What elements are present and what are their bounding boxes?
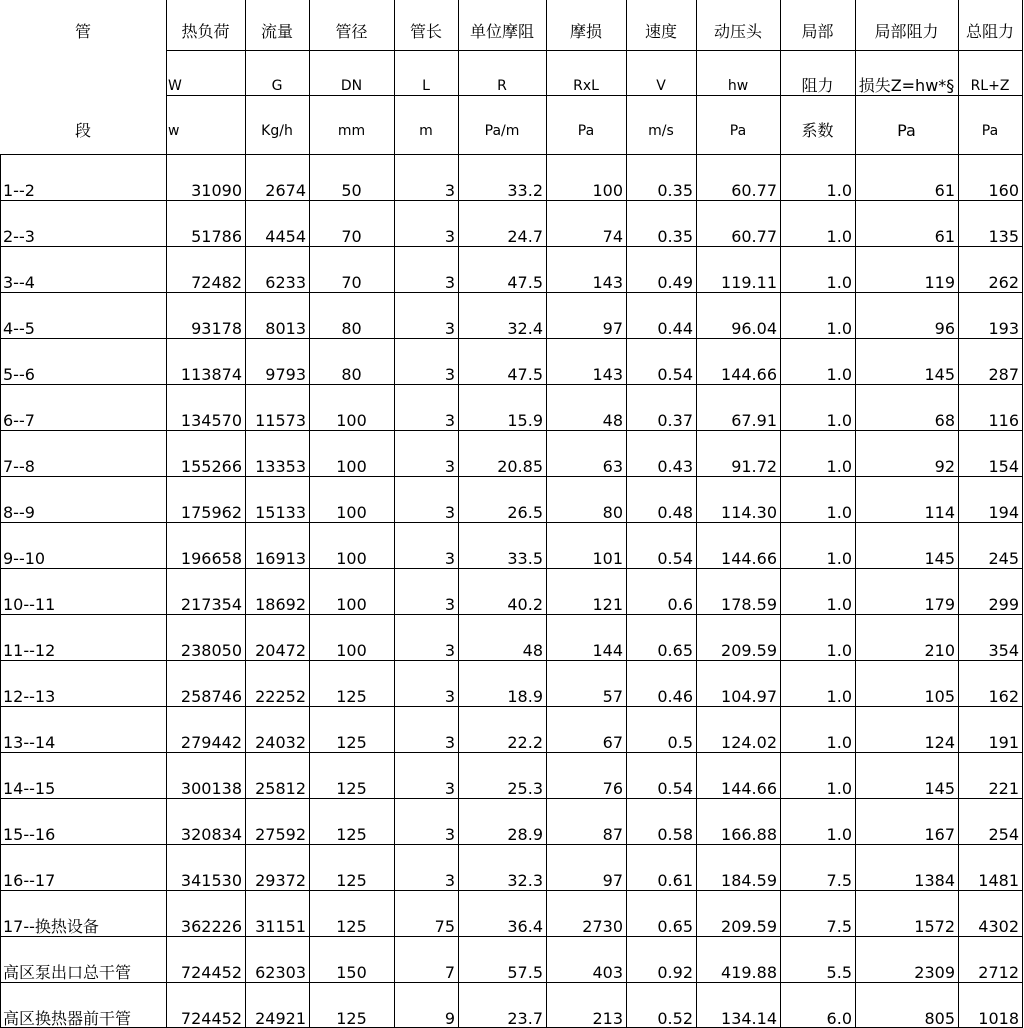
header-local-coef-r1: 局部 bbox=[801, 21, 834, 41]
cell-flow: 18692 bbox=[255, 595, 306, 614]
header-total-resistance-r3: Pa bbox=[981, 123, 999, 139]
cell-friction-loss: 143 bbox=[592, 273, 623, 292]
cell-dynamic-head: 144.66 bbox=[721, 365, 777, 384]
cell-velocity: 0.54 bbox=[657, 365, 693, 384]
cell-segment: 4--5 bbox=[3, 319, 35, 338]
cell-velocity: 0.6 bbox=[667, 595, 693, 614]
header-velocity-r2: V bbox=[656, 77, 666, 94]
cell-local-coef: 5.5 bbox=[826, 963, 852, 982]
cell-local-coef: 1.0 bbox=[826, 273, 852, 292]
cell-local-coef: 1.0 bbox=[826, 181, 852, 200]
cell-velocity: 0.35 bbox=[657, 227, 693, 246]
cell-segment: 高区换热器前干管 bbox=[3, 1009, 132, 1028]
cell-local-coef: 1.0 bbox=[826, 641, 852, 660]
cell-diameter: 100 bbox=[336, 503, 367, 522]
cell-heat-load: 31090 bbox=[191, 181, 242, 200]
grid-line bbox=[458, 0, 459, 1028]
cell-length: 3 bbox=[444, 641, 455, 660]
cell-length: 3 bbox=[444, 825, 455, 844]
cell-total-resistance: 354 bbox=[988, 641, 1019, 660]
cell-heat-load: 72482 bbox=[191, 273, 242, 292]
cell-unit-friction: 20.85 bbox=[497, 457, 543, 476]
cell-local-coef: 1.0 bbox=[826, 595, 852, 614]
header-heat-load-r1: 热负荷 bbox=[181, 21, 230, 41]
cell-flow: 29372 bbox=[255, 871, 306, 890]
cell-heat-load: 113874 bbox=[180, 365, 242, 384]
header-total-resistance-r1: 总阻力 bbox=[965, 21, 1014, 41]
cell-segment: 9--10 bbox=[3, 549, 46, 568]
cell-total-resistance: 116 bbox=[988, 411, 1019, 430]
cell-velocity: 0.65 bbox=[657, 641, 693, 660]
header-velocity-r3: m/s bbox=[648, 123, 674, 139]
cell-dynamic-head: 166.88 bbox=[721, 825, 777, 844]
cell-unit-friction: 24.7 bbox=[507, 227, 543, 246]
grid-line bbox=[166, 95, 1022, 96]
cell-total-resistance: 154 bbox=[988, 457, 1019, 476]
cell-diameter: 70 bbox=[341, 227, 362, 246]
cell-total-resistance: 262 bbox=[988, 273, 1019, 292]
cell-segment: 15--16 bbox=[3, 825, 56, 844]
cell-diameter: 50 bbox=[341, 181, 362, 200]
cell-length: 3 bbox=[444, 503, 455, 522]
cell-unit-friction: 48 bbox=[522, 641, 543, 660]
cell-local-coef: 1.0 bbox=[826, 319, 852, 338]
grid-line bbox=[0, 522, 1023, 523]
cell-velocity: 0.58 bbox=[657, 825, 693, 844]
cell-total-resistance: 221 bbox=[988, 779, 1019, 798]
cell-local-loss: 145 bbox=[924, 779, 955, 798]
header-total-resistance-r2: RL+Z bbox=[970, 77, 1010, 94]
grid-line bbox=[1022, 0, 1023, 1028]
cell-friction-loss: 121 bbox=[592, 595, 623, 614]
cell-local-coef: 1.0 bbox=[826, 411, 852, 430]
grid-line bbox=[0, 384, 1023, 385]
cell-flow: 11573 bbox=[255, 411, 306, 430]
cell-local-loss: 210 bbox=[924, 641, 955, 660]
cell-heat-load: 175962 bbox=[180, 503, 242, 522]
cell-diameter: 100 bbox=[336, 549, 367, 568]
cell-local-loss: 105 bbox=[924, 687, 955, 706]
grid-line bbox=[0, 844, 1023, 845]
cell-local-loss: 61 bbox=[934, 227, 955, 246]
cell-diameter: 100 bbox=[336, 411, 367, 430]
cell-local-loss: 1572 bbox=[914, 917, 955, 936]
cell-length: 3 bbox=[444, 549, 455, 568]
cell-local-coef: 1.0 bbox=[826, 365, 852, 384]
header-friction-loss-r3: Pa bbox=[577, 123, 595, 139]
grid-line bbox=[0, 246, 1023, 247]
cell-segment: 3--4 bbox=[3, 273, 35, 292]
header-diameter-r3: mm bbox=[337, 123, 366, 139]
cell-unit-friction: 33.5 bbox=[507, 549, 543, 568]
cell-length: 3 bbox=[444, 779, 455, 798]
cell-friction-loss: 2730 bbox=[582, 917, 623, 936]
cell-segment: 1--2 bbox=[3, 181, 35, 200]
grid-line bbox=[0, 338, 1023, 339]
cell-unit-friction: 26.5 bbox=[507, 503, 543, 522]
cell-flow: 13353 bbox=[255, 457, 306, 476]
cell-unit-friction: 15.9 bbox=[507, 411, 543, 430]
cell-velocity: 0.65 bbox=[657, 917, 693, 936]
cell-velocity: 0.37 bbox=[657, 411, 693, 430]
cell-length: 3 bbox=[444, 687, 455, 706]
grid-line bbox=[0, 476, 1023, 477]
cell-diameter: 100 bbox=[336, 457, 367, 476]
grid-line bbox=[0, 568, 1023, 569]
cell-velocity: 0.49 bbox=[657, 273, 693, 292]
cell-local-coef: 1.0 bbox=[826, 549, 852, 568]
cell-local-loss: 2309 bbox=[914, 963, 955, 982]
cell-segment: 6--7 bbox=[3, 411, 35, 430]
cell-local-coef: 1.0 bbox=[826, 227, 852, 246]
header-dynamic-head-r3: Pa bbox=[729, 123, 747, 139]
cell-diameter: 80 bbox=[341, 319, 362, 338]
cell-unit-friction: 32.3 bbox=[507, 871, 543, 890]
grid-line bbox=[0, 890, 1023, 891]
cell-friction-loss: 87 bbox=[602, 825, 623, 844]
cell-local-loss: 124 bbox=[924, 733, 955, 752]
cell-heat-load: 258746 bbox=[180, 687, 242, 706]
header-diameter-r1: 管径 bbox=[335, 21, 368, 41]
cell-heat-load: 51786 bbox=[191, 227, 242, 246]
cell-dynamic-head: 144.66 bbox=[721, 549, 777, 568]
cell-diameter: 125 bbox=[336, 1009, 367, 1028]
grid-line bbox=[958, 0, 959, 1028]
grid-line bbox=[0, 154, 1023, 155]
cell-local-coef: 1.0 bbox=[826, 825, 852, 844]
header-friction-loss-r2: RxL bbox=[573, 77, 599, 94]
cell-heat-load: 93178 bbox=[191, 319, 242, 338]
cell-velocity: 0.48 bbox=[657, 503, 693, 522]
cell-heat-load: 320834 bbox=[180, 825, 242, 844]
grid-line bbox=[855, 0, 856, 1028]
cell-friction-loss: 80 bbox=[602, 503, 623, 522]
cell-unit-friction: 36.4 bbox=[507, 917, 543, 936]
cell-length: 75 bbox=[434, 917, 455, 936]
cell-dynamic-head: 184.59 bbox=[721, 871, 777, 890]
cell-velocity: 0.5 bbox=[667, 733, 693, 752]
cell-length: 3 bbox=[444, 365, 455, 384]
cell-heat-load: 134570 bbox=[180, 411, 242, 430]
cell-local-coef: 6.0 bbox=[826, 1009, 852, 1028]
header-local-loss-r3: Pa bbox=[897, 121, 916, 140]
cell-segment: 14--15 bbox=[3, 779, 56, 798]
cell-heat-load: 217354 bbox=[180, 595, 242, 614]
cell-unit-friction: 18.9 bbox=[507, 687, 543, 706]
cell-flow: 6233 bbox=[265, 273, 306, 292]
grid-line bbox=[696, 0, 697, 1028]
cell-total-resistance: 245 bbox=[988, 549, 1019, 568]
cell-friction-loss: 63 bbox=[602, 457, 623, 476]
header-local-coef-r2: 阻力 bbox=[801, 75, 834, 95]
cell-segment: 10--11 bbox=[3, 595, 56, 614]
cell-length: 3 bbox=[444, 871, 455, 890]
cell-dynamic-head: 419.88 bbox=[721, 963, 777, 982]
cell-flow: 25812 bbox=[255, 779, 306, 798]
cell-segment: 12--13 bbox=[3, 687, 56, 706]
cell-dynamic-head: 60.77 bbox=[731, 227, 777, 246]
cell-diameter: 125 bbox=[336, 687, 367, 706]
cell-velocity: 0.61 bbox=[657, 871, 693, 890]
cell-diameter: 70 bbox=[341, 273, 362, 292]
cell-unit-friction: 22.2 bbox=[507, 733, 543, 752]
cell-local-loss: 167 bbox=[924, 825, 955, 844]
grid-line bbox=[309, 0, 310, 1028]
grid-line bbox=[166, 0, 167, 1028]
cell-flow: 27592 bbox=[255, 825, 306, 844]
cell-length: 3 bbox=[444, 181, 455, 200]
cell-diameter: 100 bbox=[336, 641, 367, 660]
header-dynamic-head-r2: hw bbox=[727, 77, 749, 94]
cell-unit-friction: 32.4 bbox=[507, 319, 543, 338]
cell-friction-loss: 67 bbox=[602, 733, 623, 752]
cell-friction-loss: 48 bbox=[602, 411, 623, 430]
cell-total-resistance: 162 bbox=[988, 687, 1019, 706]
cell-dynamic-head: 178.59 bbox=[721, 595, 777, 614]
header-local-loss-r1: 局部阻力 bbox=[874, 21, 939, 41]
cell-local-loss: 92 bbox=[934, 457, 955, 476]
cell-friction-loss: 97 bbox=[602, 319, 623, 338]
header-segment-r2 bbox=[0, 63, 166, 108]
header-velocity-r1: 速度 bbox=[644, 21, 677, 41]
cell-heat-load: 238050 bbox=[180, 641, 242, 660]
cell-unit-friction: 25.3 bbox=[507, 779, 543, 798]
grid-line bbox=[0, 798, 1023, 799]
grid-line bbox=[0, 660, 1023, 661]
cell-dynamic-head: 104.97 bbox=[721, 687, 777, 706]
cell-local-loss: 145 bbox=[924, 549, 955, 568]
cell-segment: 2--3 bbox=[3, 227, 35, 246]
cell-length: 3 bbox=[444, 227, 455, 246]
cell-total-resistance: 254 bbox=[988, 825, 1019, 844]
grid-line bbox=[394, 0, 395, 1028]
header-flow-r3: Kg/h bbox=[261, 123, 293, 139]
cell-segment: 16--17 bbox=[3, 871, 56, 890]
cell-diameter: 125 bbox=[336, 871, 367, 890]
header-dynamic-head-r1: 动压头 bbox=[713, 21, 762, 41]
header-diameter-r2: DN bbox=[340, 77, 363, 94]
cell-length: 7 bbox=[444, 963, 455, 982]
cell-length: 3 bbox=[444, 733, 455, 752]
grid-line bbox=[0, 752, 1023, 753]
grid-line bbox=[0, 982, 1023, 983]
grid-line bbox=[0, 706, 1023, 707]
cell-diameter: 100 bbox=[336, 595, 367, 614]
cell-dynamic-head: 209.59 bbox=[721, 917, 777, 936]
cell-local-loss: 114 bbox=[924, 503, 955, 522]
cell-segment: 8--9 bbox=[3, 503, 35, 522]
cell-total-resistance: 191 bbox=[988, 733, 1019, 752]
grid-line bbox=[626, 0, 627, 1028]
cell-heat-load: 196658 bbox=[180, 549, 242, 568]
cell-local-loss: 805 bbox=[924, 1009, 955, 1028]
cell-flow: 20472 bbox=[255, 641, 306, 660]
cell-unit-friction: 28.9 bbox=[507, 825, 543, 844]
cell-flow: 2674 bbox=[265, 181, 306, 200]
cell-segment: 5--6 bbox=[3, 365, 35, 384]
cell-local-coef: 1.0 bbox=[826, 503, 852, 522]
cell-friction-loss: 100 bbox=[592, 181, 623, 200]
grid-line bbox=[0, 614, 1023, 615]
cell-local-coef: 1.0 bbox=[826, 733, 852, 752]
header-length-r2: L bbox=[422, 77, 430, 94]
header-heat-load-r2: W bbox=[168, 77, 182, 94]
cell-heat-load: 279442 bbox=[180, 733, 242, 752]
header-unit-friction-r2: R bbox=[497, 77, 507, 94]
cell-length: 3 bbox=[444, 595, 455, 614]
cell-friction-loss: 213 bbox=[592, 1009, 623, 1028]
grid-line bbox=[0, 292, 1023, 293]
header-local-loss-r2: 损失Z=hw*§ bbox=[858, 75, 955, 95]
cell-unit-friction: 33.2 bbox=[507, 181, 543, 200]
cell-velocity: 0.54 bbox=[657, 549, 693, 568]
cell-velocity: 0.35 bbox=[657, 181, 693, 200]
cell-dynamic-head: 96.04 bbox=[731, 319, 777, 338]
cell-local-loss: 96 bbox=[934, 319, 955, 338]
cell-segment: 17--换热设备 bbox=[3, 917, 99, 936]
cell-flow: 8013 bbox=[265, 319, 306, 338]
cell-total-resistance: 194 bbox=[988, 503, 1019, 522]
grid-line bbox=[546, 0, 547, 1028]
cell-heat-load: 724452 bbox=[180, 963, 242, 982]
cell-unit-friction: 57.5 bbox=[507, 963, 543, 982]
cell-flow: 24032 bbox=[255, 733, 306, 752]
cell-unit-friction: 47.5 bbox=[507, 365, 543, 384]
cell-heat-load: 724452 bbox=[180, 1009, 242, 1028]
cell-segment: 高区泵出口总干管 bbox=[3, 963, 132, 982]
cell-heat-load: 341530 bbox=[180, 871, 242, 890]
header-heat-load-r3: w bbox=[168, 123, 180, 139]
cell-unit-friction: 47.5 bbox=[507, 273, 543, 292]
cell-diameter: 80 bbox=[341, 365, 362, 384]
cell-local-coef: 1.0 bbox=[826, 687, 852, 706]
cell-local-coef: 1.0 bbox=[826, 779, 852, 798]
cell-unit-friction: 23.7 bbox=[507, 1009, 543, 1028]
cell-dynamic-head: 67.91 bbox=[731, 411, 777, 430]
cell-flow: 16913 bbox=[255, 549, 306, 568]
cell-friction-loss: 57 bbox=[602, 687, 623, 706]
cell-flow: 15133 bbox=[255, 503, 306, 522]
cell-velocity: 0.54 bbox=[657, 779, 693, 798]
cell-heat-load: 300138 bbox=[180, 779, 242, 798]
header-segment-r1: 管 bbox=[74, 21, 91, 41]
header-flow-r1: 流量 bbox=[260, 21, 293, 41]
cell-dynamic-head: 114.30 bbox=[721, 503, 777, 522]
cell-velocity: 0.92 bbox=[657, 963, 693, 982]
cell-diameter: 125 bbox=[336, 825, 367, 844]
grid-line bbox=[245, 0, 246, 1028]
cell-flow: 31151 bbox=[255, 917, 306, 936]
header-friction-loss-r1: 摩损 bbox=[569, 21, 602, 41]
grid-line bbox=[0, 154, 1, 1028]
cell-dynamic-head: 60.77 bbox=[731, 181, 777, 200]
cell-dynamic-head: 144.66 bbox=[721, 779, 777, 798]
cell-dynamic-head: 119.11 bbox=[721, 273, 777, 292]
cell-local-coef: 1.0 bbox=[826, 457, 852, 476]
cell-diameter: 150 bbox=[336, 963, 367, 982]
grid-line bbox=[0, 936, 1023, 937]
cell-velocity: 0.44 bbox=[657, 319, 693, 338]
header-unit-friction-r1: 单位摩阻 bbox=[469, 21, 534, 41]
cell-local-loss: 179 bbox=[924, 595, 955, 614]
cell-total-resistance: 160 bbox=[988, 181, 1019, 200]
header-length-r3: m bbox=[419, 123, 433, 139]
grid-line bbox=[166, 50, 1022, 51]
cell-flow: 62303 bbox=[255, 963, 306, 982]
cell-flow: 9793 bbox=[265, 365, 306, 384]
cell-segment: 7--8 bbox=[3, 457, 35, 476]
cell-friction-loss: 101 bbox=[592, 549, 623, 568]
grid-line bbox=[780, 0, 781, 1028]
cell-local-loss: 1384 bbox=[914, 871, 955, 890]
cell-velocity: 0.46 bbox=[657, 687, 693, 706]
header-unit-friction-r3: Pa/m bbox=[484, 123, 520, 139]
cell-total-resistance: 1018 bbox=[978, 1009, 1019, 1028]
cell-heat-load: 155266 bbox=[180, 457, 242, 476]
cell-segment: 13--14 bbox=[3, 733, 56, 752]
cell-diameter: 125 bbox=[336, 779, 367, 798]
header-flow-r2: G bbox=[271, 77, 283, 94]
cell-unit-friction: 40.2 bbox=[507, 595, 543, 614]
header-local-coef-r3: 系数 bbox=[801, 121, 834, 140]
cell-diameter: 125 bbox=[336, 733, 367, 752]
cell-total-resistance: 193 bbox=[988, 319, 1019, 338]
cell-local-loss: 119 bbox=[924, 273, 955, 292]
cell-friction-loss: 144 bbox=[592, 641, 623, 660]
cell-velocity: 0.43 bbox=[657, 457, 693, 476]
cell-velocity: 0.52 bbox=[657, 1009, 693, 1028]
cell-local-loss: 61 bbox=[934, 181, 955, 200]
cell-dynamic-head: 209.59 bbox=[721, 641, 777, 660]
cell-flow: 22252 bbox=[255, 687, 306, 706]
cell-dynamic-head: 124.02 bbox=[721, 733, 777, 752]
cell-total-resistance: 2712 bbox=[978, 963, 1019, 982]
cell-diameter: 125 bbox=[336, 917, 367, 936]
cell-friction-loss: 76 bbox=[602, 779, 623, 798]
cell-local-loss: 68 bbox=[934, 411, 955, 430]
grid-line bbox=[0, 430, 1023, 431]
cell-local-coef: 7.5 bbox=[826, 917, 852, 936]
cell-total-resistance: 299 bbox=[988, 595, 1019, 614]
cell-friction-loss: 74 bbox=[602, 227, 623, 246]
cell-flow: 4454 bbox=[265, 227, 306, 246]
cell-total-resistance: 287 bbox=[988, 365, 1019, 384]
cell-dynamic-head: 134.14 bbox=[721, 1009, 777, 1028]
cell-total-resistance: 135 bbox=[988, 227, 1019, 246]
cell-friction-loss: 403 bbox=[592, 963, 623, 982]
cell-total-resistance: 1481 bbox=[978, 871, 1019, 890]
header-length-r1: 管长 bbox=[409, 21, 442, 41]
cell-length: 3 bbox=[444, 273, 455, 292]
cell-segment: 11--12 bbox=[3, 641, 56, 660]
cell-dynamic-head: 91.72 bbox=[731, 457, 777, 476]
cell-length: 3 bbox=[444, 411, 455, 430]
cell-length: 3 bbox=[444, 457, 455, 476]
cell-local-coef: 7.5 bbox=[826, 871, 852, 890]
cell-length: 9 bbox=[444, 1009, 455, 1028]
header-segment-r3: 段 bbox=[74, 121, 91, 140]
cell-local-loss: 145 bbox=[924, 365, 955, 384]
cell-heat-load: 362226 bbox=[180, 917, 242, 936]
cell-friction-loss: 143 bbox=[592, 365, 623, 384]
grid-line bbox=[0, 200, 1023, 201]
cell-flow: 24921 bbox=[255, 1009, 306, 1028]
cell-friction-loss: 97 bbox=[602, 871, 623, 890]
cell-length: 3 bbox=[444, 319, 455, 338]
cell-total-resistance: 4302 bbox=[978, 917, 1019, 936]
